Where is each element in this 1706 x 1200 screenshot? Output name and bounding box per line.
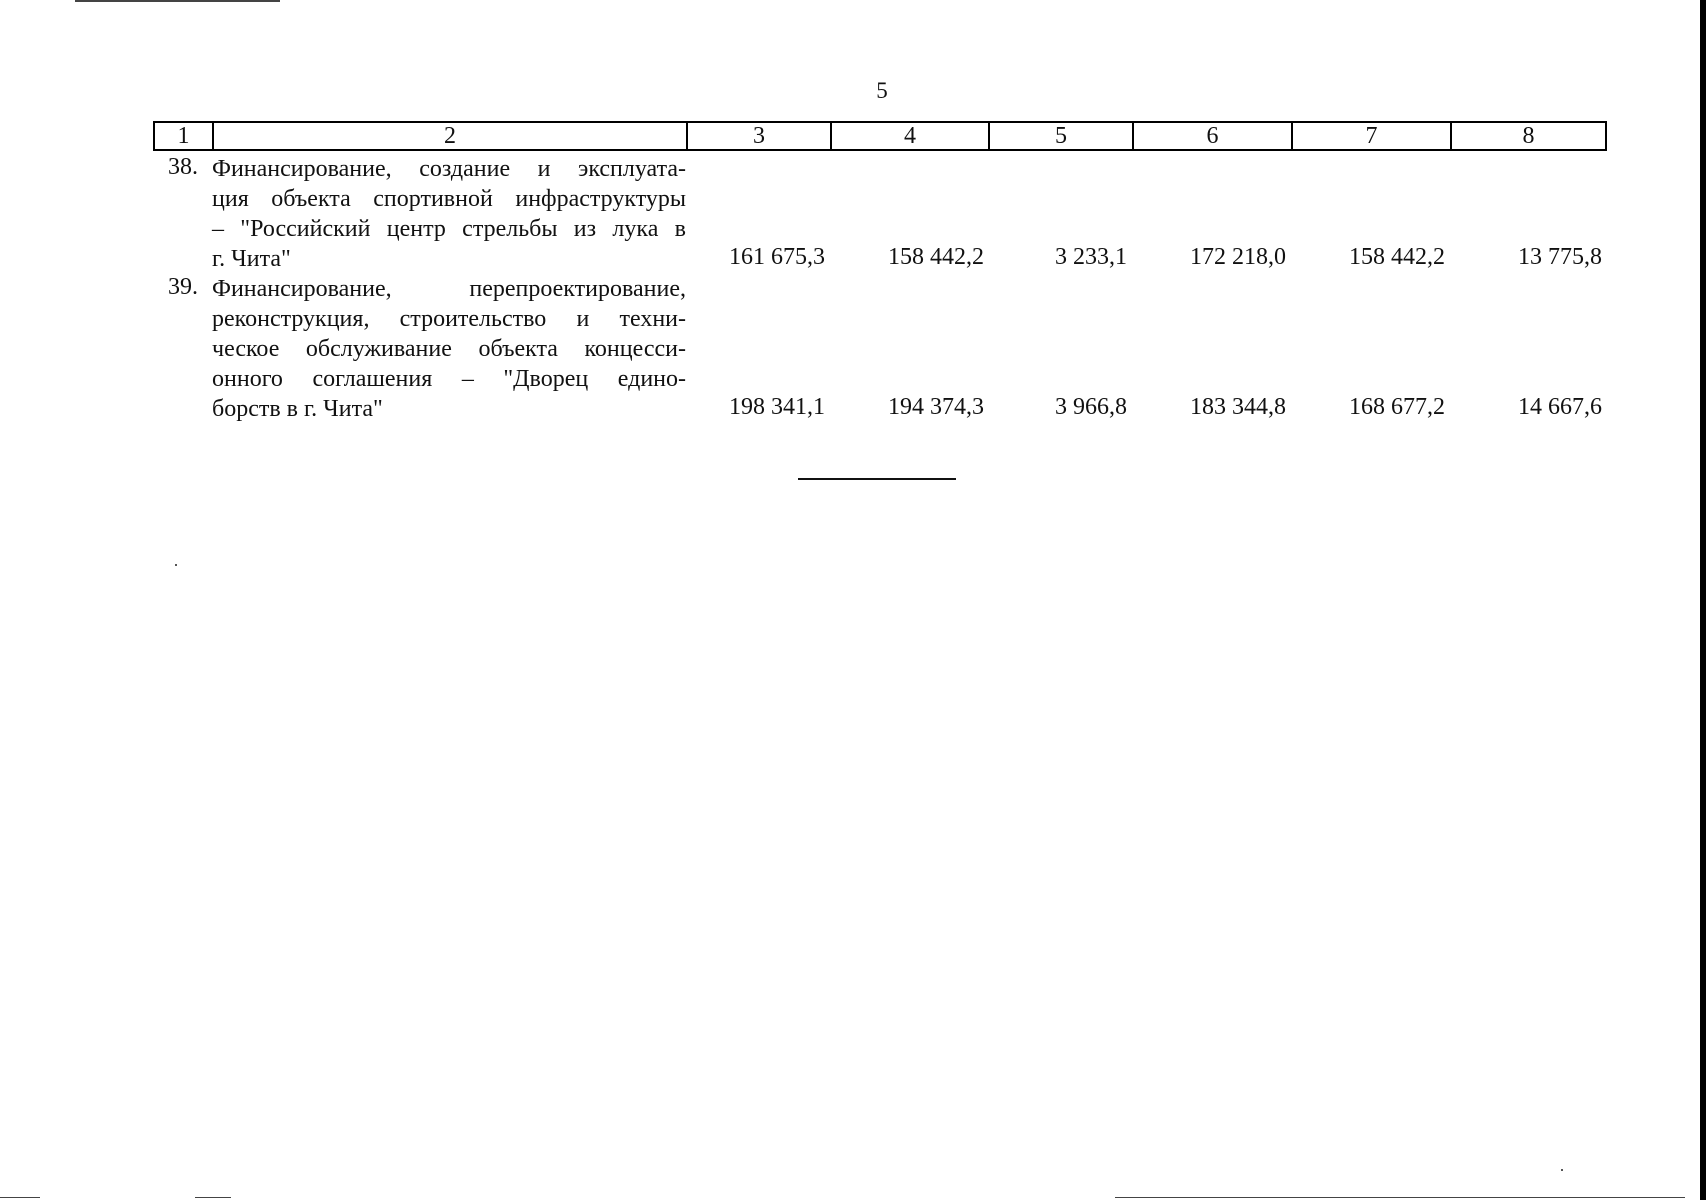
- cell-col-5: 3 966,8: [1055, 394, 1127, 420]
- column-header-7: 7: [1291, 121, 1450, 151]
- description-line: реконструкция, строительство и техни-: [212, 306, 686, 332]
- description-line: Финансирование, создание и эксплуата-: [212, 156, 686, 182]
- description-line: онного соглашения – "Дворец едино-: [212, 366, 686, 392]
- scan-artifact-line: [1115, 1197, 1685, 1198]
- column-header-4: 4: [830, 121, 988, 151]
- column-header-2: 2: [212, 121, 686, 151]
- scan-artifact-dot: [175, 564, 177, 566]
- column-header-8: 8: [1450, 121, 1607, 151]
- description-line: г. Чита": [212, 246, 291, 272]
- cell-col-8: 13 775,8: [1518, 244, 1602, 270]
- column-header-3: 3: [686, 121, 830, 151]
- cell-col-6: 183 344,8: [1190, 394, 1286, 420]
- cell-col-4: 158 442,2: [888, 244, 984, 270]
- column-header-1: 1: [153, 121, 212, 151]
- cell-col-6: 172 218,0: [1190, 244, 1286, 270]
- row-description: [212, 154, 686, 274]
- row-number: 38.: [168, 154, 198, 180]
- scan-artifact-line: [195, 1197, 231, 1198]
- cell-col-8: 14 667,6: [1518, 394, 1602, 420]
- description-line: ческое обслуживание объекта концесси-: [212, 336, 686, 362]
- description-line: Финансирование, перепроектирование,: [212, 276, 686, 302]
- row-number: 39.: [168, 274, 198, 300]
- end-of-table-rule: [798, 478, 956, 480]
- column-header-6: 6: [1132, 121, 1291, 151]
- row-description: [212, 274, 686, 424]
- scan-artifact-dot: [1561, 1169, 1563, 1171]
- cell-col-3: 198 341,1: [729, 394, 825, 420]
- description-line: ция объекта спортивной инфраструктуры: [212, 186, 686, 212]
- column-header-5: 5: [988, 121, 1132, 151]
- cell-col-5: 3 233,1: [1055, 244, 1127, 270]
- page-number: 5: [876, 78, 888, 103]
- cell-col-3: 161 675,3: [729, 244, 825, 270]
- cell-col-7: 158 442,2: [1349, 244, 1445, 270]
- scan-border-right: [1700, 0, 1706, 1200]
- cell-col-4: 194 374,3: [888, 394, 984, 420]
- description-line: – "Российский центр стрельбы из лука в: [212, 216, 686, 242]
- scan-artifact-line: [0, 1197, 40, 1198]
- cell-col-7: 168 677,2: [1349, 394, 1445, 420]
- description-line: борств в г. Чита": [212, 396, 383, 422]
- scan-artifact-line: [75, 0, 280, 2]
